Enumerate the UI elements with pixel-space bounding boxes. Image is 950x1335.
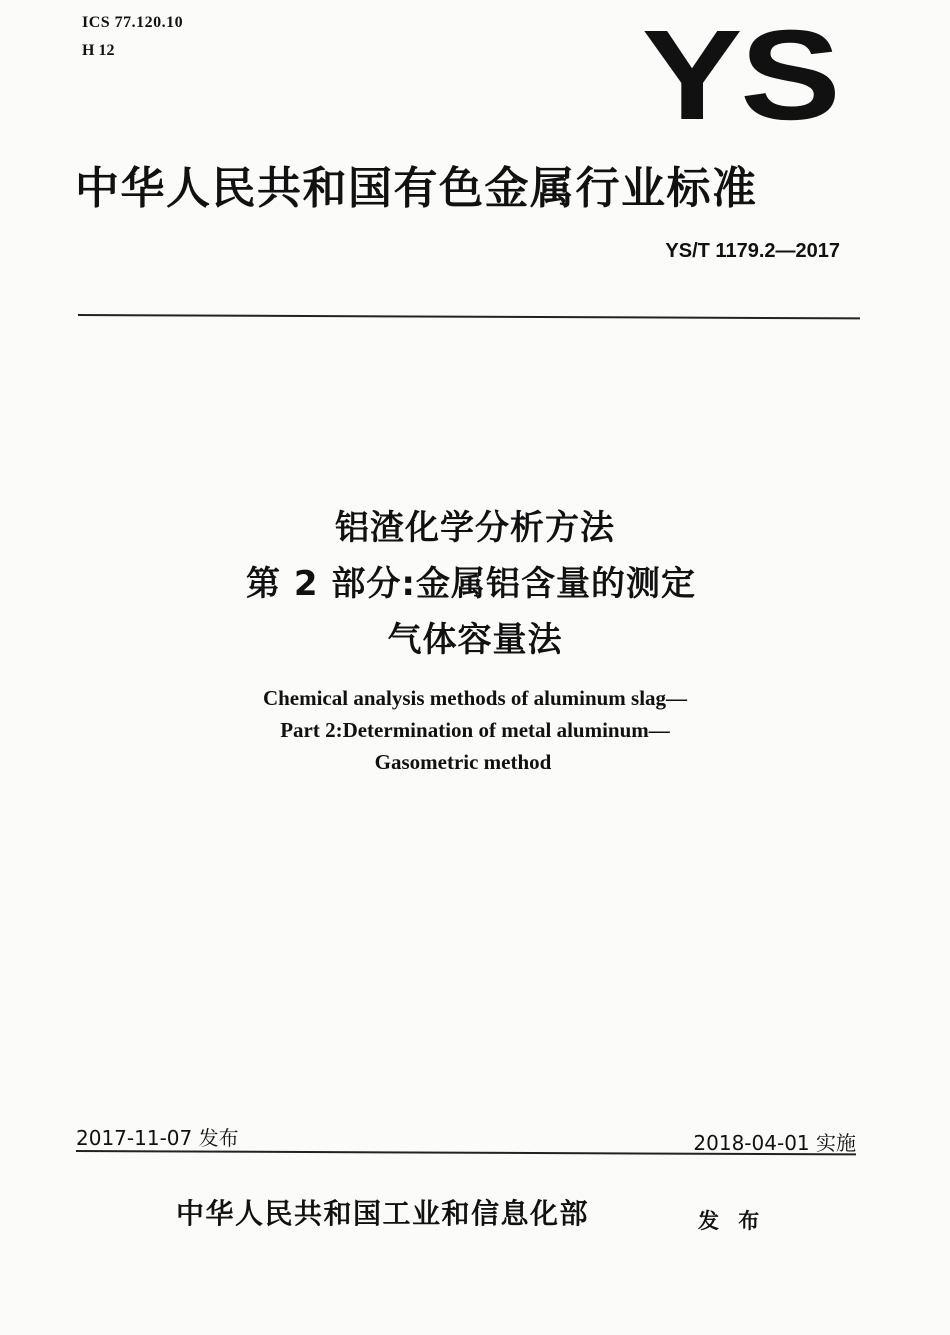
- ys-logo: YS: [641, 4, 839, 147]
- publisher-name: 中华人民共和国工业和信息化部: [176, 1197, 590, 1230]
- industry-standard-title: 中华人民共和国有色金属行业标准: [75, 163, 758, 214]
- cn-title-line-3: 气体容量法: [387, 620, 563, 660]
- ics-code: ICS 77.120.10: [82, 14, 184, 31]
- issue-date: 2017-11-07 发布: [76, 1126, 239, 1150]
- implementation-date: 2018-04-01 实施: [693, 1131, 856, 1155]
- cn-title-line-1: 铝渣化学分析方法: [335, 508, 615, 548]
- publish-label: 发 布: [698, 1208, 766, 1233]
- classification-code: H 12: [82, 42, 115, 59]
- en-title-line-2: Part 2:Determination of metal aluminum—: [280, 718, 670, 742]
- standard-number: YS/T 1179.2—2017: [665, 240, 840, 262]
- en-title-line-3: Gasometric method: [374, 750, 552, 774]
- cn-title-line-2: 第 2 部分:金属铝含量的测定: [246, 564, 696, 604]
- en-title-line-1: Chemical analysis methods of aluminum slag—: [262, 686, 688, 710]
- top-divider: [78, 314, 860, 319]
